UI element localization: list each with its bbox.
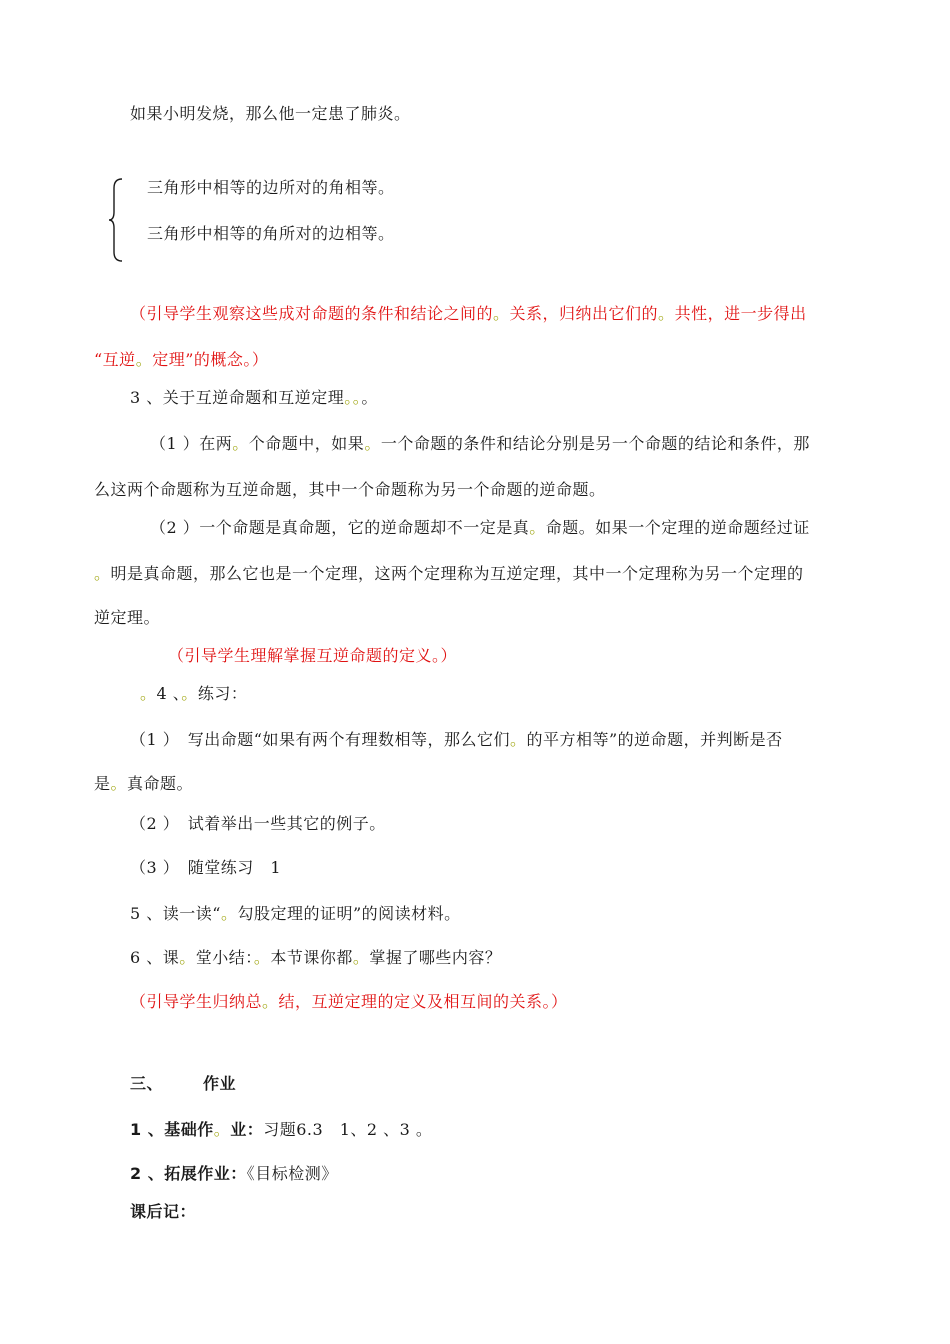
text-line: 。明是真命题，那么它也是一个定理，这两个定理称为互逆定理，其中一个定理称为另一个定理的	[94, 564, 804, 583]
text-line: （3 ） 随堂练习 1	[130, 858, 282, 877]
guidance-note: “互逆。定理”的概念。）	[94, 350, 269, 369]
left-brace	[108, 178, 124, 262]
guidance-note: （引导学生观察这些成对命题的条件和结论之间的。关系，归纳出它们的。共性，进一步得出	[130, 304, 807, 323]
text-line: （1 ） 写出命题“如果有两个有理数相等，那么它们。的平方相等”的逆命题，并判断是否	[130, 730, 783, 749]
text-line: （2 ） 试着举出一些其它的例子。	[130, 814, 386, 833]
text-line: 如果小明发烧，那么他一定患了肺炎。	[130, 104, 411, 123]
guidance-note: （引导学生理解掌握互逆命题的定义。）	[168, 646, 458, 665]
text-line: 逆定理。	[94, 608, 161, 627]
section-heading: 5 、读一读“。勾股定理的证明”的阅读材料。	[130, 904, 461, 923]
text-line: 么这两个命题称为互逆命题，其中一个命题称为另一个命题的逆命题。	[94, 480, 606, 499]
section-heading: 。4 、。练习：	[140, 684, 248, 703]
text-line: （1 ）在两。个命题中，如果。一个命题的条件和结论分别是另一个命题的结论和条件，那	[150, 434, 810, 453]
text-line: 三角形中相等的角所对的边相等。	[147, 224, 395, 243]
text-line: 三角形中相等的边所对的角相等。	[147, 178, 395, 197]
after-class-notes-label: 课后记：	[130, 1202, 197, 1221]
homework-item: 1 、基础作。业：习题6.3 1、2 、3 。	[130, 1120, 433, 1139]
guidance-note: （引导学生归纳总。结，互逆定理的定义及相互间的关系。）	[130, 992, 568, 1011]
text-line: （2 ）一个命题是真命题，它的逆命题却不一定是真。命题。如果一个定理的逆命题经过证	[150, 518, 810, 537]
homework-item: 2 、拓展作业：《目标检测》	[130, 1164, 338, 1183]
text-line: 是。真命题。	[94, 774, 194, 793]
homework-heading: 三、 作业	[130, 1074, 237, 1093]
section-heading: 6 、课。堂小结：。本节课你都。掌握了哪些内容？	[130, 948, 502, 967]
section-heading: 3 、关于互逆命题和互逆定理。。。	[130, 388, 378, 407]
